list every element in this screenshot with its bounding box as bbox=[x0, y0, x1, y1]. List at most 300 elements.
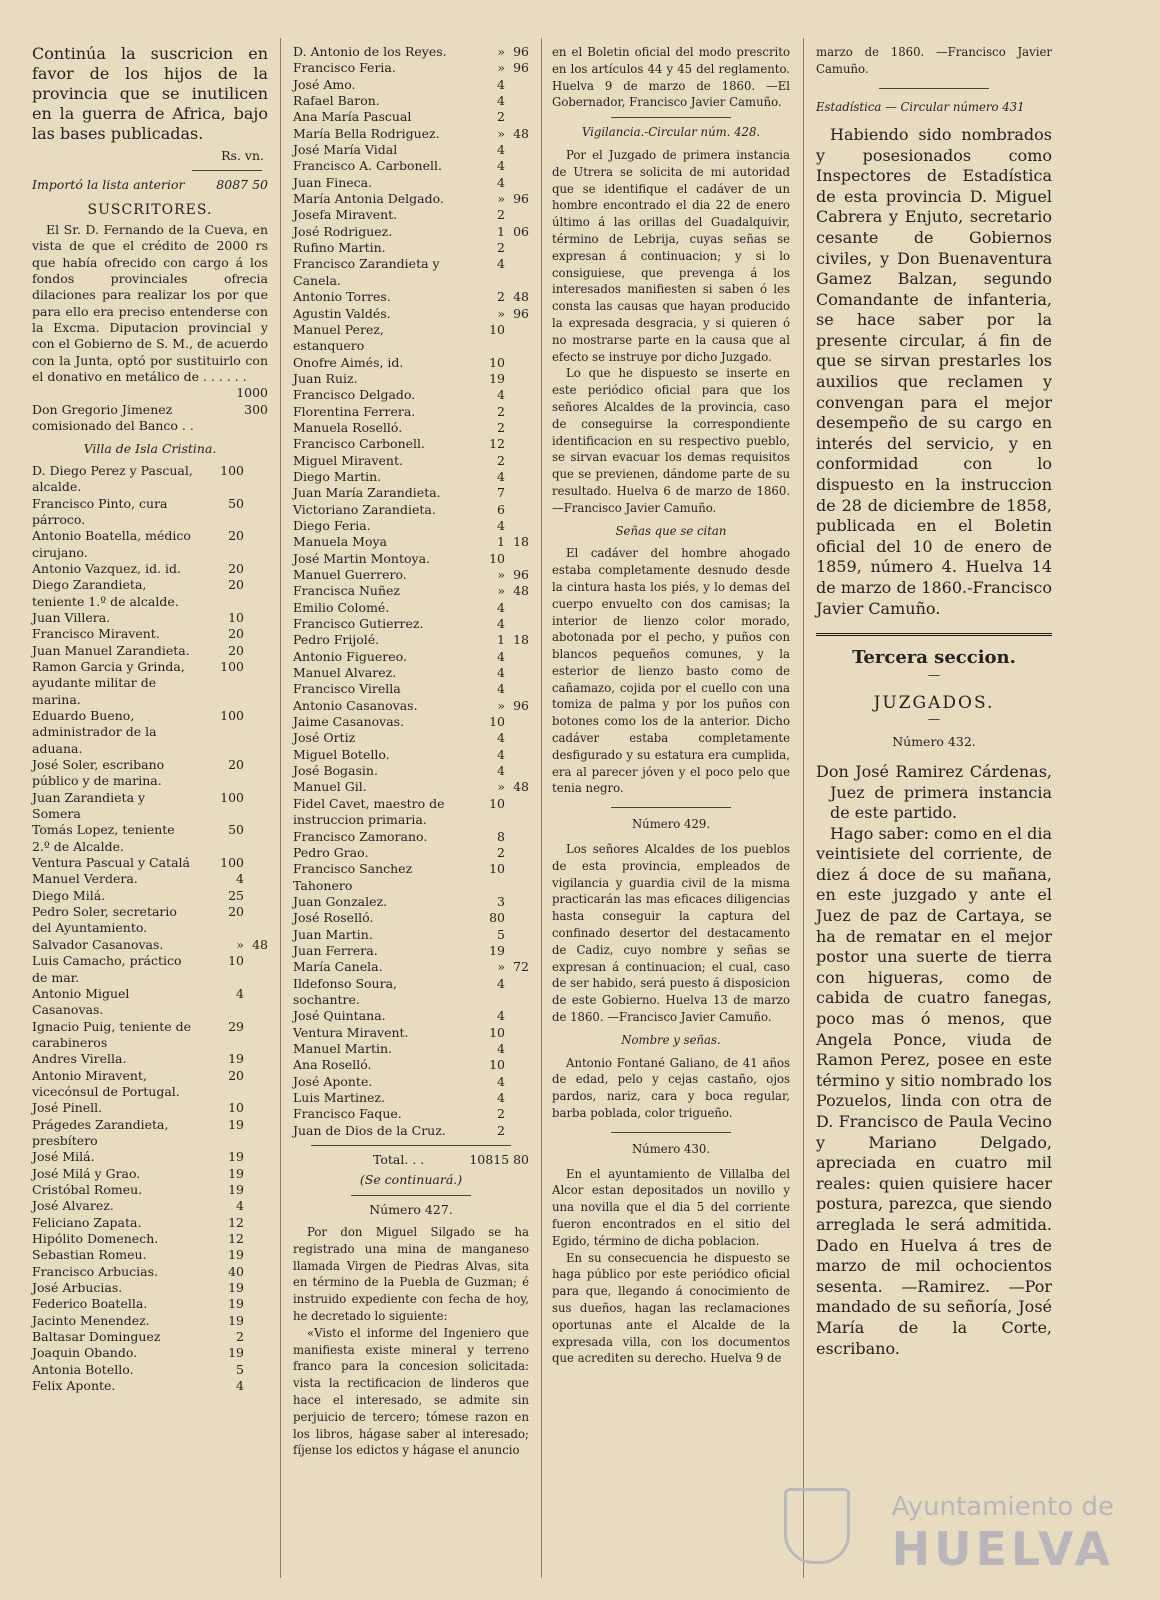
subscriber-name: Manuela Moya bbox=[293, 534, 388, 550]
subscriber-name: Cristóbal Romeu. bbox=[32, 1181, 143, 1197]
senas-heading: Señas que se citan bbox=[615, 523, 727, 538]
subscriber-amount: 20 bbox=[228, 577, 244, 593]
subscriber-name: José Martin Montoya. bbox=[293, 550, 431, 566]
subscriber-amount: 1 bbox=[497, 632, 505, 648]
subscriber-row bbox=[32, 986, 268, 1019]
subscriber-name: Agustin Valdés. bbox=[293, 305, 391, 321]
total-amount: 10815 80 bbox=[469, 1152, 529, 1168]
subscriber-row bbox=[293, 551, 529, 567]
subscriber-name: Francisco Faque. bbox=[293, 1106, 402, 1122]
subscriber-name: Andres Virella. bbox=[32, 1051, 127, 1067]
notice-430-publication: En su consecuencia he dispuesto se haga público por este periódico oficial para que, llegando á conocimiento de sus dueños, hagan las reclamaciones oportunas ante el Alcalde de la expresada villa, con los documentos que acrediten su derecho. Huelva 9 de bbox=[552, 1250, 790, 1366]
subscriber-cents: 18 bbox=[513, 534, 529, 550]
subscriber-row bbox=[293, 1123, 529, 1139]
subscriber-list-1 bbox=[32, 463, 268, 1395]
subscriber-amount: 10 bbox=[489, 861, 505, 877]
subscriber-name: Francisco Arbucias. bbox=[32, 1263, 158, 1279]
subscriber-row bbox=[293, 420, 529, 436]
subscriber-row bbox=[293, 1041, 529, 1057]
subscriber-row bbox=[293, 1106, 529, 1122]
subscriber-amount: 4 bbox=[497, 975, 505, 991]
subscriber-row bbox=[293, 224, 529, 240]
nombre-text: Antonio Fontané Galiano, de 41 años de edad, pelo y cejas castaño, ojos pardos, nariz, cara y boca regular, barba poblada, color trigueño. bbox=[552, 1055, 790, 1121]
subscriber-name: D. Antonio de los Reyes. bbox=[293, 44, 447, 59]
subscriber-name: Antonio Torres. bbox=[293, 289, 391, 305]
subscriber-name: Ramon Garcia y Grinda, ayudante militar de marina. bbox=[32, 658, 185, 707]
subscriber-cents: 96 bbox=[513, 44, 529, 59]
subscriber-name: Juan María Zarandieta. bbox=[293, 485, 441, 501]
subscriber-name: Federico Boatella. bbox=[32, 1296, 148, 1312]
subscriber-name: Juan Ferrera. bbox=[293, 942, 378, 958]
subscriber-amount: 2 bbox=[497, 207, 505, 223]
subscriber-row bbox=[293, 142, 529, 158]
subscriber-name: María Canela. bbox=[293, 959, 383, 975]
subscriber-row bbox=[293, 207, 529, 223]
subscriber-amount: 4 bbox=[497, 1008, 505, 1024]
subscriber-cents: 18 bbox=[513, 632, 529, 648]
subscriber-row bbox=[293, 355, 529, 371]
subscriber-name: José Milá y Grao. bbox=[32, 1165, 141, 1181]
subscriber-name: Pedro Frijolé. bbox=[293, 632, 380, 648]
subscriber-name: Luis Camacho, práctico de mar. bbox=[32, 953, 182, 985]
subscriber-amount: 10 bbox=[489, 354, 505, 370]
subscriber-amount: 5 bbox=[497, 926, 505, 942]
subscriber-row bbox=[32, 626, 268, 642]
subscriber-amount: 3 bbox=[497, 893, 505, 909]
cueva-amount: 1000 bbox=[236, 385, 268, 401]
subscriber-cents: 48 bbox=[513, 779, 529, 795]
notice-428-publication: Lo que he dispuesto se inserte en este periódico oficial para que los señores Alcaldes de la provincia, caso de conseguirse la correspondiente identificacion en su respectivo pueblo, se sirvan evacuar los demas requisitos que se previenen, dándome parte de su resultado. Huelva 6 de marzo de 1860. —Francisco Javier Camuño. bbox=[552, 366, 790, 515]
subscriber-row bbox=[293, 1025, 529, 1041]
subscriber-name: Manuel Gil. bbox=[293, 779, 367, 795]
subscriber-row bbox=[293, 502, 529, 518]
subscriber-amount: » bbox=[497, 779, 505, 795]
subscriber-amount: 25 bbox=[228, 887, 244, 903]
subscriber-amount: » bbox=[497, 959, 505, 975]
subscriber-row bbox=[293, 632, 529, 648]
subscriber-row bbox=[32, 659, 268, 708]
subscriber-name: Miguel Miravent. bbox=[293, 452, 403, 468]
subscriber-name: Antonio Miravent, vicecónsul de Portugal. bbox=[32, 1067, 180, 1099]
subscriber-name: José María Vidal bbox=[293, 142, 398, 158]
subscriber-amount: 19 bbox=[228, 1280, 244, 1296]
nombre-heading: Nombre y señas. bbox=[621, 1032, 721, 1047]
subscriber-amount: 1 bbox=[497, 534, 505, 550]
subscriber-name: Eduardo Bueno, administrador de la aduana. bbox=[32, 708, 157, 756]
subscriber-amount: 4 bbox=[497, 746, 505, 762]
subscriber-name: Ventura Pascual y Catalá bbox=[32, 855, 190, 871]
subscriber-amount: 4 bbox=[497, 76, 505, 92]
subscriber-row bbox=[293, 453, 529, 469]
subscriber-row bbox=[32, 953, 268, 986]
subscriber-row bbox=[293, 943, 529, 959]
subscriber-name: Tomás Lopez, teniente 2.º de Alcalde. bbox=[32, 822, 175, 854]
subscriber-row bbox=[293, 485, 529, 501]
notice-427-continued: en el Boletin oficial del modo prescrito en los artículos 44 y 45 del reglamento. Huelva 9 de marzo de 1860. —El Gobernador, Francisco Javier Camuño. bbox=[552, 45, 790, 110]
subscriber-name: José Aponte. bbox=[293, 1073, 373, 1089]
subscriber-row bbox=[32, 1362, 268, 1378]
subscriber-cents: 48 bbox=[513, 289, 529, 305]
subscriber-amount: » bbox=[497, 60, 505, 76]
subscriber-row bbox=[32, 577, 268, 610]
subscriber-name: Ignacio Puig, teniente de carabineros bbox=[32, 1018, 192, 1050]
subscriber-row bbox=[32, 888, 268, 904]
subscriber-row bbox=[293, 256, 529, 289]
subscriber-name: José Arbucias. bbox=[32, 1280, 123, 1296]
subscriber-amount: 100 bbox=[220, 658, 244, 674]
subscriber-amount: 10 bbox=[489, 1057, 505, 1073]
subscriber-row bbox=[293, 714, 529, 730]
subscriber-cents: 06 bbox=[513, 223, 529, 239]
notice-430-heading: Número 430. bbox=[631, 1141, 711, 1156]
subscriber-name: Francisco Delgado. bbox=[293, 387, 416, 403]
gregorio-text: Don Gregorio Jimenez comisionado del Banco . . bbox=[32, 401, 194, 434]
subscriber-row bbox=[32, 822, 268, 855]
subscriber-name: Manuel Perez, estanquero bbox=[293, 321, 384, 354]
subscriber-amount: 10 bbox=[489, 321, 505, 337]
subscriber-name: D. Diego Perez y Pascual, alcalde. bbox=[32, 462, 193, 495]
subscriber-name: José Bogasin. bbox=[293, 763, 378, 779]
subscriber-row bbox=[32, 643, 268, 659]
subscriber-amount: 19 bbox=[228, 1116, 244, 1132]
notice-429-heading: Número 429. bbox=[631, 817, 711, 832]
subscriber-row bbox=[293, 289, 529, 305]
subscriber-row bbox=[293, 910, 529, 926]
subscriber-row bbox=[293, 306, 529, 322]
subscriber-row bbox=[293, 845, 529, 861]
subscriber-name: María Antonia Delgado. bbox=[293, 191, 444, 207]
notice-432-judge: Don José Ramirez Cárdenas, Juez de primera instancia de este partido. bbox=[816, 761, 1052, 823]
notice-428-heading: Vigilancia.-Circular núm. 428. bbox=[581, 125, 761, 140]
subscriber-cents: 96 bbox=[513, 697, 529, 713]
subscriber-name: Prágedes Zarandieta, presbítero bbox=[32, 1116, 169, 1148]
subscriber-name: Florentina Ferrera. bbox=[293, 403, 416, 419]
senas-text: El cadáver del hombre ahogado estaba completamente desnudo desde la cintura hasta los piés, y lo demas del cuerpo envuelto con dos camisas; la interior de lienzo color morado, abotonada por el pecho, y puños con blancos pequeños comunes, y la esterior de lienzo basto como de cañamazo, cojida por el cuello con una tomiza de palma y por los puños con botones como los de la anterior. Dicho cadáver estaba completamente desfigurado y su estatura era cumplida, era al parecer jóven y el poco pelo que tenia negro. bbox=[552, 546, 790, 796]
subscriber-row bbox=[32, 1051, 268, 1067]
subscriber-cents: 48 bbox=[513, 583, 529, 599]
watermark-line-2: HUELVA bbox=[891, 1522, 1114, 1576]
watermark-line-1: Ayuntamiento de bbox=[891, 1492, 1114, 1522]
column-3 bbox=[552, 44, 790, 1367]
total-label: Total. . . bbox=[373, 1152, 425, 1168]
subscriber-name: Felix Aponte. bbox=[32, 1378, 116, 1394]
subscriber-amount: 4 bbox=[236, 1378, 244, 1394]
divider bbox=[351, 1195, 471, 1196]
subscriber-row bbox=[293, 93, 529, 109]
subscriber-name: Luis Martinez. bbox=[293, 1090, 385, 1105]
subscriber-amount: 100 bbox=[220, 462, 244, 478]
subscriber-amount: 20 bbox=[228, 642, 244, 658]
subscriber-amount: 10 bbox=[489, 795, 505, 811]
previous-total bbox=[32, 177, 268, 193]
subscriber-amount: 19 bbox=[489, 370, 505, 386]
column-1 bbox=[32, 44, 268, 1394]
subscriber-amount: 2 bbox=[497, 289, 505, 305]
subscriber-row bbox=[32, 904, 268, 937]
subscriber-row bbox=[32, 610, 268, 626]
subscriber-row bbox=[32, 1198, 268, 1214]
subscriber-row bbox=[293, 371, 529, 387]
divider bbox=[611, 807, 731, 808]
subscriber-row bbox=[293, 616, 529, 632]
subscriber-cents: 48 bbox=[513, 125, 529, 141]
subscriber-name: Francisco Miravent. bbox=[32, 626, 160, 642]
subscriber-row bbox=[293, 404, 529, 420]
subscriber-row bbox=[293, 583, 529, 599]
subscriber-cents: 96 bbox=[513, 60, 529, 76]
gregorio-amount: 300 bbox=[244, 401, 268, 417]
subscriber-amount: 12 bbox=[228, 1231, 244, 1246]
subscriber-row bbox=[32, 855, 268, 871]
subscriber-amount: 20 bbox=[228, 528, 244, 544]
section-dash: — bbox=[927, 666, 941, 682]
subscriber-name: Emilio Colomé. bbox=[293, 599, 390, 615]
subscriber-name: Sebastian Romeu. bbox=[32, 1247, 147, 1263]
subscriber-amount: 2 bbox=[497, 452, 505, 468]
notice-427-decree: «Visto el informe del Ingeniero que manifiesta existe mineral y terreno franco para la concesion solicitada: vista la rectificacion de linderos que hace el interesado, se admite sin perjuicio de tercero; tómese razon en los libros, hágase saber al interesado; fíjense los edictos y hágase el anuncio bbox=[293, 1325, 529, 1458]
archive-watermark bbox=[892, 1492, 1114, 1576]
subscriber-amount: 19 bbox=[228, 1345, 244, 1361]
subscriber-amount: 100 bbox=[220, 855, 244, 871]
column-rule-1 bbox=[280, 38, 281, 1578]
subscriber-name: Manuel Verdera. bbox=[32, 871, 138, 887]
subscriber-name: Juan Manuel Zarandieta. bbox=[32, 642, 190, 658]
gregorio-row bbox=[32, 402, 268, 435]
subscriber-amount: 80 bbox=[489, 910, 505, 926]
subscriber-amount: » bbox=[497, 583, 505, 599]
subscriber-name: José Rodriguez. bbox=[293, 223, 393, 239]
subscriber-cents: 96 bbox=[513, 305, 529, 321]
notice-431-text: Habiendo sido nombrados y posesionados como Inspectores de Estadística de esta provincia D. Miguel Cabrera y Enjuto, secretario cesante de Gobiernos civiles, y Don Buenaventura Gamez Balzan, segundo Comandante de infanteria, se hace saber por la presente circular, á fin de que se sirvan prestarles los auxilios que reclamen y convengan para el mejor desempeño de su cargo en interés del servicio, y en conformidad con lo dispuesto en la instruccion de 28 de diciembre de 1858, publicada en el Boletin oficial del 10 de enero de 1859, número 4. Huelva 14 de marzo de 1860.-Francisco Javier Camuño. bbox=[816, 124, 1052, 618]
divider bbox=[611, 1132, 731, 1133]
subscriber-row bbox=[293, 1008, 529, 1024]
subscriber-amount: 19 bbox=[228, 1149, 244, 1165]
subscriber-amount: 4 bbox=[497, 1040, 505, 1056]
subscriber-amount: 4 bbox=[497, 599, 505, 615]
subscriber-name: Juan Villera. bbox=[32, 609, 111, 625]
subscriber-amount: 4 bbox=[497, 158, 505, 174]
subscriber-amount: 100 bbox=[220, 708, 244, 723]
subscriber-row bbox=[293, 60, 529, 76]
subscriber-amount: 20 bbox=[228, 757, 244, 773]
subscriber-row bbox=[293, 959, 529, 975]
subscriber-amount: 4 bbox=[497, 730, 505, 746]
subscriber-amount: 2 bbox=[497, 1122, 505, 1138]
subscriber-row bbox=[32, 1231, 268, 1247]
subscriber-name: Francisca Nuñez bbox=[293, 583, 401, 599]
column-rule-2 bbox=[541, 38, 542, 1578]
subscriber-name: Antonio Boatella, médico cirujano. bbox=[32, 528, 191, 560]
column-4 bbox=[816, 44, 1052, 1359]
subscription-lead: Continúa la suscricion en favor de los hijos de la provincia que se inutilicen en la guerra de Africa, bajo las bases publicadas. bbox=[32, 44, 268, 143]
subscriber-amount: 20 bbox=[228, 1067, 244, 1083]
subscriber-amount: » bbox=[497, 697, 505, 713]
notice-432-heading: Número 432. bbox=[892, 733, 976, 749]
subscriber-amount: » bbox=[497, 191, 505, 207]
subscriber-amount: 4 bbox=[497, 763, 505, 779]
subscriber-row bbox=[293, 567, 529, 583]
subscriber-row bbox=[32, 1378, 268, 1394]
subscriber-amount: 4 bbox=[497, 681, 505, 697]
divider bbox=[879, 88, 989, 89]
subscriber-row bbox=[293, 1090, 529, 1106]
previous-total-label: Importó la lista anterior bbox=[32, 177, 185, 193]
cueva-paragraph: El Sr. D. Fernando de la Cueva, en vista de que el crédito de 2000 rs que había ofrecido con cargo á los fondos provinciales ofrecia dilaciones para realizar los por que para ello era preciso entenderse con la Excma. Diputacion provincial y con el Gobierno de S. M., de acuerdo con la Junta, optó por sustituirlo con el donativo en metálico de . . . . . . bbox=[32, 222, 268, 385]
subscriber-amount: 4 bbox=[236, 985, 244, 1001]
currency-label: Rs. vn. bbox=[221, 148, 264, 163]
subscriber-amount: 10 bbox=[228, 609, 244, 625]
subscriber-amount: 10 bbox=[228, 953, 244, 969]
subscriber-amount: 4 bbox=[236, 1198, 244, 1214]
juzgados-dash: — bbox=[927, 711, 941, 727]
subscriber-amount: 4 bbox=[236, 871, 244, 887]
subscriber-amount: 4 bbox=[497, 387, 505, 403]
subscriber-row bbox=[293, 829, 529, 845]
subscriber-amount: 19 bbox=[228, 1181, 244, 1197]
subscriber-name: Juan Martin. bbox=[293, 926, 373, 942]
subscriber-amount: 10 bbox=[489, 1024, 505, 1040]
subscriber-name: Feliciano Zapata. bbox=[32, 1214, 142, 1230]
villa-heading: Villa de Isla Cristina. bbox=[83, 440, 217, 456]
subscriber-name: José Alvarez. bbox=[32, 1198, 114, 1214]
subscriber-amount: 20 bbox=[228, 904, 244, 920]
subscriber-amount: 19 bbox=[228, 1051, 244, 1067]
subscriber-cents: 72 bbox=[513, 959, 529, 975]
subscriber-amount: 100 bbox=[220, 789, 244, 805]
subscriber-amount: 12 bbox=[489, 436, 505, 452]
subscriber-row bbox=[32, 1166, 268, 1182]
subscriber-name: Joaquin Obando. bbox=[32, 1345, 138, 1361]
subscriber-row bbox=[32, 708, 268, 757]
subscriber-name: Antonio Casanovas. bbox=[293, 697, 418, 713]
subscriber-name: Salvador Casanovas. bbox=[32, 936, 164, 952]
subscriber-name: Francisco Pinto, cura párroco. bbox=[32, 495, 168, 527]
subscriber-amount: 4 bbox=[497, 648, 505, 664]
total-row bbox=[293, 1152, 529, 1168]
subscriber-name: Ildefonso Soura, sochantre. bbox=[293, 975, 397, 1007]
subscriber-amount: 4 bbox=[497, 174, 505, 190]
subscriber-name: Onofre Aimés, id. bbox=[293, 354, 404, 370]
subscriber-row bbox=[32, 1280, 268, 1296]
subscriber-amount: 2 bbox=[497, 403, 505, 419]
subscriber-amount: 4 bbox=[497, 665, 505, 681]
subscriber-row bbox=[32, 1117, 268, 1150]
subscriber-row bbox=[293, 927, 529, 943]
subscriber-amount: 10 bbox=[489, 550, 505, 566]
subscriber-amount: 29 bbox=[228, 1018, 244, 1034]
subscriber-row bbox=[293, 387, 529, 403]
subscriber-row bbox=[293, 240, 529, 256]
subscriber-name: Francisco Zarandieta y Canela. bbox=[293, 256, 440, 288]
subscriber-row bbox=[293, 77, 529, 93]
subscriber-row bbox=[293, 44, 529, 60]
notice-429-text: Los señores Alcaldes de los pueblos de esta provincia, empleados de vigilancia y guardia civil de la misma practicarán las mas eficaces diligencias hasta conseguir la captura del confinado desertor del destacamento de Cadiz, cuyo nombre y señas se expresan á continuacion; el cual, caso de ser habido, será puesto á disposicion de este Gobierno. Huelva 13 de marzo de 1860. —Francisco Javier Camuño. bbox=[552, 842, 790, 1025]
subscriber-name: Juan Fineca. bbox=[293, 174, 373, 190]
divider bbox=[192, 170, 262, 171]
subscriber-amount: 19 bbox=[228, 1165, 244, 1181]
subscriber-name: Ana María Pascual bbox=[293, 109, 412, 125]
subscriber-row bbox=[32, 1019, 268, 1052]
subscriber-name: Hipólito Domenech. bbox=[32, 1231, 159, 1246]
subscriber-amount: 20 bbox=[228, 560, 244, 576]
subscriber-amount: 4 bbox=[497, 468, 505, 484]
subscriber-amount: 4 bbox=[497, 616, 505, 632]
subscriber-name: Francisco Zamorano. bbox=[293, 828, 428, 844]
subscriber-amount: 5 bbox=[236, 1361, 244, 1377]
subscriber-amount: 6 bbox=[497, 501, 505, 517]
subscriber-row bbox=[293, 600, 529, 616]
subscriber-cents: 96 bbox=[513, 567, 529, 582]
subscriber-name: María Bella Rodriguez. bbox=[293, 125, 440, 141]
subscribers-heading: SUSCRITORES. bbox=[87, 201, 213, 218]
subscriber-amount: 8 bbox=[497, 828, 505, 844]
subscriber-row bbox=[293, 763, 529, 779]
subscriber-name: José Roselló. bbox=[293, 910, 374, 926]
subscriber-name: José Soler, escribano público y de marina. bbox=[32, 757, 165, 789]
notice-428-text: Por el Juzgado de primera instancia de Utrera se solicita de mi autoridad que se identifique el cadáver de un hombre encontrado el dia 22 de enero último á las orillas del Guadalquivir, término de Lebrija, cuyas señas se expresan á continuacion; y si lo consiguiese, que prevenga á los interesados manifiesten si saben ó les consta las causas que hayan producido la expresada desgracia, y si quieren ó no mostrarse parte en la causa que al efecto se instruye por dicho Juzgado. bbox=[552, 147, 790, 364]
subscriber-row bbox=[32, 1149, 268, 1165]
subscriber-amount: 4 bbox=[497, 1073, 505, 1089]
subscriber-amount: 1 bbox=[497, 223, 505, 239]
subscriber-name: Francisco Carbonell. bbox=[293, 436, 426, 452]
subscriber-row bbox=[32, 1345, 268, 1361]
subscriber-amount: 4 bbox=[497, 256, 505, 272]
subscriber-name: Ventura Miravent. bbox=[293, 1024, 409, 1040]
subscriber-row bbox=[32, 1068, 268, 1101]
subscriber-amount: 4 bbox=[497, 1090, 505, 1105]
subscriber-row bbox=[32, 463, 268, 496]
subscriber-row bbox=[293, 469, 529, 485]
subscriber-name: Ana Roselló. bbox=[293, 1057, 372, 1073]
subscriber-amount: » bbox=[497, 305, 505, 321]
subscriber-amount: 2 bbox=[497, 1106, 505, 1122]
subscriber-name: Diego Feria. bbox=[293, 517, 371, 533]
subscriber-amount: » bbox=[497, 125, 505, 141]
subscriber-row bbox=[32, 1264, 268, 1280]
subscriber-row bbox=[293, 976, 529, 1009]
subscriber-row bbox=[293, 730, 529, 746]
subscriber-row bbox=[293, 796, 529, 829]
subscriber-name: Manuel Martin. bbox=[293, 1040, 392, 1056]
subscriber-list-2 bbox=[293, 44, 529, 1139]
subscriber-amount: 4 bbox=[497, 517, 505, 533]
subscriber-name: Antonio Vazquez, id. id. bbox=[32, 560, 181, 576]
subscriber-name: Jacinto Menendez. bbox=[32, 1312, 150, 1328]
subscriber-row bbox=[293, 681, 529, 697]
subscriber-row bbox=[293, 109, 529, 125]
section-title: Tercera seccion. bbox=[852, 647, 1016, 669]
subscriber-amount: 50 bbox=[228, 822, 244, 838]
subscriber-row bbox=[293, 436, 529, 452]
section-divider bbox=[816, 633, 1052, 636]
subscriber-row bbox=[32, 528, 268, 561]
archive-seal-icon bbox=[784, 1488, 850, 1564]
subscriber-name: Juan Zarandieta y Somera bbox=[32, 789, 146, 822]
subscriber-row bbox=[32, 1329, 268, 1345]
subscriber-name: José Milá. bbox=[32, 1149, 95, 1165]
subscriber-amount: 10 bbox=[489, 714, 505, 730]
subscriber-name: José Amo. bbox=[293, 76, 356, 92]
subscriber-name: Francisco A. Carbonell. bbox=[293, 158, 442, 174]
subscriber-name: Josefa Miravent. bbox=[293, 207, 398, 223]
column-2 bbox=[293, 44, 529, 1459]
juzgados-heading: JUZGADOS. bbox=[873, 692, 995, 713]
subscriber-name: Miguel Botello. bbox=[293, 746, 390, 762]
subscriber-name: Francisco Gutierrez. bbox=[293, 616, 424, 632]
subscriber-row bbox=[293, 649, 529, 665]
subscriber-row bbox=[32, 1100, 268, 1116]
continuara-note: (Se continuará.) bbox=[359, 1172, 463, 1188]
